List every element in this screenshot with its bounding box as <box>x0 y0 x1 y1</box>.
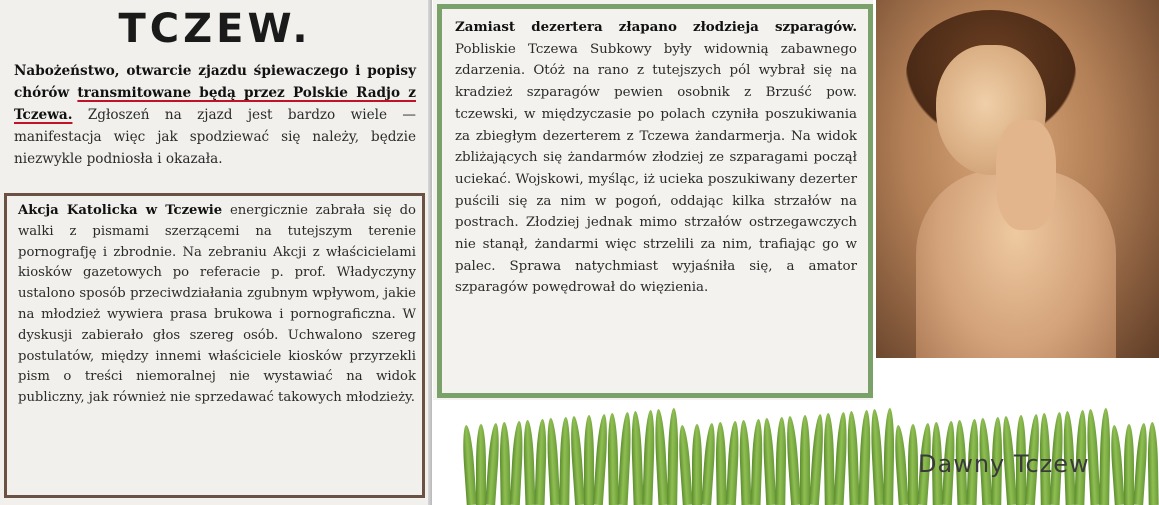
asparagus-stalk <box>510 421 524 505</box>
asparagus-stalk <box>630 411 643 505</box>
article-akcja-katolicka <box>18 201 416 409</box>
asparagus-stalk <box>667 408 679 505</box>
asparagus-stalk <box>785 416 801 505</box>
asparagus-stalk <box>593 414 609 505</box>
vintage-portrait-photo <box>876 0 1159 358</box>
asparagus-stalk <box>584 415 594 505</box>
asparagus-stalk <box>908 424 918 505</box>
asparagus-stalk <box>642 410 655 505</box>
article-body: energicznie zabrała się do walki z pismami szerzącemi na tutejszym terenie pornografję i zbrodnie. Na zebraniu Akcji z właścicielami kiosków gazetowych po referacie p. prof. Władyczyny ustalono sposób przeciwdziałania zgubnym wpływom, jakie na młodzież wywiera prasa brukowa i pornograficzna. W dyskusji zabierało głos szereg osób. Uchwalono szereg postulatów, między innemi właściciele kiosków przyrzekli pism o treści niemoralnej nie wystawiać na widok publiczny, jak również nie sprzedawać takowych młodzieży. <box>18 203 416 406</box>
asparagus-stalk <box>485 423 501 505</box>
asparagus-stalk <box>559 417 571 505</box>
article-lead: Nabożeństwo, otwarcie zjazdu śpiewaczego i popisy chórów <box>14 63 416 101</box>
portrait-hand <box>996 120 1056 230</box>
asparagus-stalk <box>476 424 486 505</box>
asparagus-stalk <box>869 409 884 505</box>
asparagus-stalk <box>692 424 702 505</box>
asparagus-stalk <box>893 425 909 505</box>
article-lead: Akcja Katolicka w Tczewie <box>18 203 223 218</box>
asparagus-stalk <box>607 413 619 505</box>
asparagus-stalk <box>1147 422 1158 505</box>
asparagus-stalk <box>883 408 895 505</box>
asparagus-stalk <box>523 420 536 505</box>
page-title: TCZEW. <box>118 6 312 52</box>
asparagus-stalk <box>846 411 859 505</box>
asparagus-stalk <box>762 418 777 505</box>
asparagus-stalk <box>677 425 693 505</box>
article-zjazd-spiewaczy <box>14 60 416 170</box>
asparagus-stalk <box>823 413 835 505</box>
asparagus-stalk <box>461 425 477 505</box>
asparagus-stalk <box>701 423 717 505</box>
asparagus-stalk <box>775 417 787 505</box>
asparagus-stalk <box>809 414 825 505</box>
asparagus-stalk <box>546 418 561 505</box>
watermark-logo: Dawny Tczew <box>918 450 1090 478</box>
asparagus-stalk <box>715 422 726 505</box>
underlined-phrase: transmitowane będą przez Polskie Radjo z Tczewa. <box>14 85 416 123</box>
asparagus-stalk <box>499 422 510 505</box>
article-body: Zgłoszeń na zjazd jest bardzo wiele — manifestacja więc jak spodziewać się należy, będzie niezwykle podniosła i okazała. <box>14 107 416 167</box>
asparagus-stalk <box>751 419 764 505</box>
asparagus-stalk <box>653 409 668 505</box>
asparagus-stalk <box>739 420 752 505</box>
asparagus-stalk <box>726 421 740 505</box>
asparagus-stalk <box>834 412 849 505</box>
asparagus-stalk <box>858 410 871 505</box>
asparagus-stalk <box>618 412 633 505</box>
article-lead: Zamiast dezertera złapano złodzieja szparagów. <box>455 19 857 35</box>
asparagus-stalk <box>800 415 810 505</box>
article-zlodziej-szparagow <box>455 17 857 299</box>
asparagus-stalk <box>535 419 548 505</box>
asparagus-stalk <box>569 416 585 505</box>
article-body: Pobliskie Tczewa Subkowy były widownią zabawnego zdarzenia. Otóż na rano z tutejszych pól wybrał się na kradzież szparagów pewien osobnik z Brzuść pow. tczewski, w międzyczasie po polach czyniła poszukiwania za zbiegłym dezerterem z Tczewa żandarmerja. Na widok zbliżających się żandarmów złodziej ze szparagami począł uciekać. Wojskowi, myśląc, iż ucieka poszukiwany dezerter puścili się za nim w pogoń, oddając kilka strzałów na postrach. Złodziej jednak mimo strzałów ostrzegawczych nie stanął, żandarmi więc strzelili za nim, trafiając go w palec. Sprawa natychmiast wyjaśniła się, a amator szparagów powędrował do więzienia. <box>455 41 857 296</box>
